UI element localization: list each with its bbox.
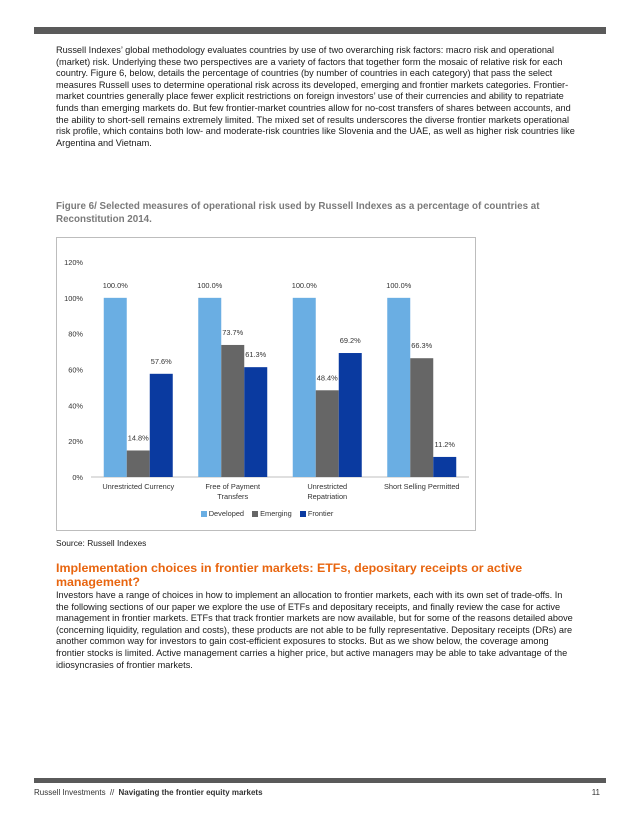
implementation-paragraph: Investors have a range of choices in how to implement an allocation to frontier markets, each with its own set of trade-offs. In the following sections of our paper we explore the use of ETFs and depositary receipts, and finally review the case for active management in frontier markets. ETFs that track frontier markets are now available, but for some of the reasons detailed above (concerning liquidity, regulation and costs), these products are not able to be fully representative. Depositary receipts (DRs) are another common way for investors to gain cost-efficient exposures to stocks. But as we show below, the coverage among frontier stocks is limited. Active management carries a higher price, but active managers may be able to take advantage of the idiosyncrasies of frontier markets. [56,590,573,670]
data-label: 61.3% [245,350,267,360]
y-tick-label: 20% [68,437,83,447]
page-number: 11 [591,788,600,797]
chart-plot [57,238,477,532]
legend-label-developed: Developed [208,509,245,518]
legend-item-emerging [252,509,292,518]
y-tick-label: 100% [64,293,83,303]
y-tick-label: 40% [68,401,83,411]
top-rule [34,27,606,34]
y-tick-label: 0% [72,473,83,482]
footer-separator: // [109,788,115,797]
y-tick-label: 80% [68,329,83,339]
bar-frontier [244,367,267,477]
bar-emerging [410,358,433,477]
footer-brand: Russell Investments [34,788,106,797]
legend-item-developed [201,509,244,518]
chart-legend [57,509,477,518]
bar-frontier [150,374,173,477]
data-label: 100.0% [291,280,317,290]
data-label: 66.3% [411,341,433,351]
bar-emerging [316,390,339,477]
y-tick-label: 60% [68,365,83,375]
legend-label-frontier: Frontier [307,509,334,518]
y-tick-label: 120% [64,258,83,267]
data-label: 48.4% [316,373,338,383]
data-label: 57.6% [150,356,172,366]
bar-developed [293,298,316,477]
figure-source: Source: Russell Indexes [56,538,147,548]
legend-item-frontier [300,509,333,518]
legend-swatch-frontier [300,511,306,517]
section-heading: Implementation choices in frontier markets: ETFs, depositary receipts or active management? [56,561,523,589]
bar-frontier [433,457,456,477]
x-tick-label: Unrestricted Currency [102,482,175,491]
bar-emerging [221,345,244,477]
bar-developed [387,298,410,477]
data-label: 69.2% [339,336,361,346]
x-tick-label: Repatriation [307,492,348,501]
bar-frontier [339,353,362,477]
intro-paragraph: Russell Indexes’ global methodology evaluates countries by use of two overarching risk factors: macro risk and operational (market) risk. Underlying these two perspectives are a variety of factors that together form the mosaic of relative risk for each country. Figure 6, below, details the percentage of countries (by number of countries in each category) that pass the select measures Russell uses to determine operational risk across its developed, emerging and frontier markets categories. Frontier-market countries generally place fewer explicit restrictions on foreign investors’ use of their currencies and ability to repatriate funds than emerging markets do. But few frontier-market countries allow for no-cost transfers of shares between accounts, and the ability to short-sell remains extremely limited. The mixed set of results underscores the diverse frontier markets operational risk profile, which contains both low- and moderate-risk countries like Slovenia and the UAE, as well as higher risk countries like Argentina and Vietnam. [56,45,575,148]
data-label: 100.0% [386,280,412,290]
data-label: 14.8% [127,433,149,443]
x-tick-label: Unrestricted [307,482,348,491]
legend-swatch-emerging [252,511,258,517]
bar-emerging [127,450,150,477]
data-label: 100.0% [102,280,128,290]
bar-developed [198,298,221,477]
legend-swatch-developed [201,511,207,517]
bar-developed [104,298,127,477]
x-tick-label: Free of Payment [205,482,261,491]
figure-title: Figure 6/ Selected measures of operational risk used by Russell Indexes as a percentage of countries at Reconstitution 2014. [56,201,540,225]
data-label: 100.0% [197,280,223,290]
x-tick-label: Transfers [217,492,249,501]
bottom-rule [34,778,606,783]
data-label: 11.2% [434,439,455,449]
footer-title [34,788,263,797]
x-tick-label: Short Selling Permitted [383,482,460,491]
footer-doc-title: Navigating the frontier equity markets [118,788,263,797]
bar-chart [56,237,476,531]
data-label: 73.7% [222,327,244,337]
legend-label-emerging: Emerging [260,509,292,518]
